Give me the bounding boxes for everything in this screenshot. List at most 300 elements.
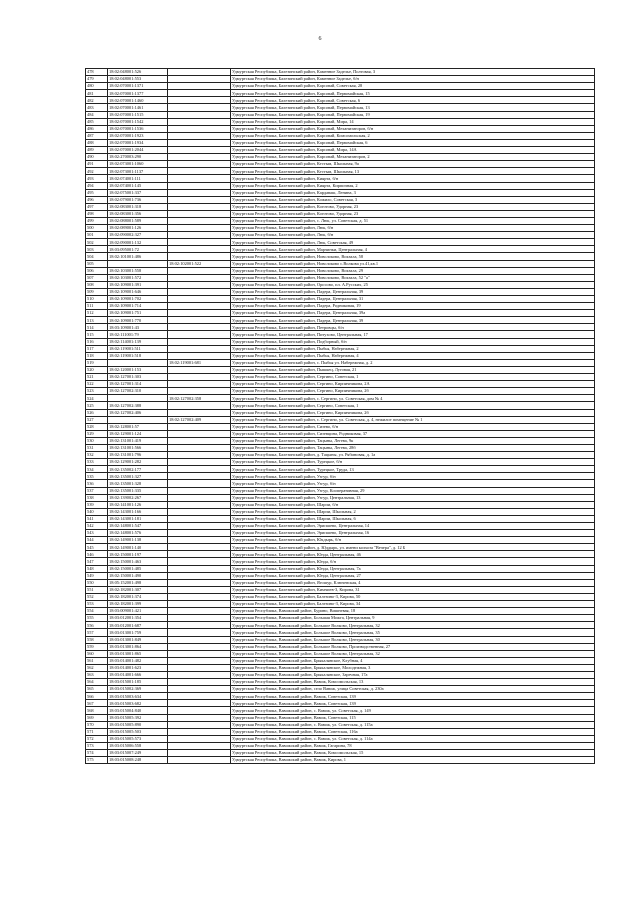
address-cell: Удмуртская Республика, Балезинский район, Падера, Родниковая, 19 xyxy=(231,303,595,310)
cadastral-number-cell: 18:02:073001:1060 xyxy=(108,161,168,168)
table-row xyxy=(86,608,595,615)
building-cadastral-number-cell xyxy=(168,374,231,381)
row-number-cell: 571 xyxy=(86,728,108,735)
address-cell: Удмуртская Республика, Балезинский район, Падера, Центральная, 39 xyxy=(231,317,595,324)
table-row xyxy=(86,111,595,118)
address-cell: Удмуртская Республика, Балезинский район, Каменное Заделье, б/н xyxy=(231,76,595,83)
row-number-cell: 485 xyxy=(86,118,108,125)
cadastral-number-cell: 18:02:119001:511 xyxy=(108,345,168,352)
table-row xyxy=(86,90,595,97)
row-number-cell: 535 xyxy=(86,473,108,480)
address-cell: Удмуртская Республика, Балезинский район, Узгур, Кооперативная, 29 xyxy=(231,487,595,494)
address-cell: Удмуртская Республика, Балезинский район, Люк, б/н xyxy=(231,225,595,232)
row-number-cell: 540 xyxy=(86,508,108,515)
cadastral-number-cell: 18:02:149001:140 xyxy=(108,544,168,551)
table-row xyxy=(86,132,595,139)
table-row xyxy=(86,161,595,168)
cadastral-number-cell: 18:02:070001:2044 xyxy=(108,147,168,154)
row-number-cell: 572 xyxy=(86,735,108,742)
table-row xyxy=(86,664,595,671)
row-number-cell: 528 xyxy=(86,423,108,430)
cadastral-number-cell: 18:02:150001:490 xyxy=(108,572,168,579)
building-cadastral-number-cell xyxy=(168,686,231,693)
table-row xyxy=(86,139,595,146)
cadastral-number-cell: 18:02:070001:1371 xyxy=(108,83,168,90)
table-row xyxy=(86,728,595,735)
building-cadastral-number-cell xyxy=(168,530,231,537)
cadastral-number-cell: 18:02:109001:646 xyxy=(108,288,168,295)
building-cadastral-number-cell xyxy=(168,523,231,530)
building-cadastral-number-cell: 18:02:102001:522 xyxy=(168,260,231,267)
cadastral-number-cell: 18:02:111001:79 xyxy=(108,331,168,338)
cadastral-number-cell: 18:03:013001:865 xyxy=(108,650,168,657)
table-row xyxy=(86,97,595,104)
table-row xyxy=(86,274,595,281)
address-cell: Удмуртская Республика, Вавожский район, Большое Волково, Центральная, 35 xyxy=(231,629,595,636)
cadastral-number-cell: 18:03:015004:840 xyxy=(108,707,168,714)
row-number-cell: 490 xyxy=(86,154,108,161)
address-cell: Удмуртская Республика, Балезинский район, Тацыны, Легева, 28б xyxy=(231,444,595,451)
row-number-cell: 562 xyxy=(86,664,108,671)
address-cell: Удмуртская Республика, Балезинский район, Люк, Советская, 49 xyxy=(231,239,595,246)
cadastral-number-cell: 18:02:131001:566 xyxy=(108,444,168,451)
table-row xyxy=(86,168,595,175)
table-row xyxy=(86,757,595,764)
building-cadastral-number-cell xyxy=(168,650,231,657)
address-cell: Удмуртская Республика, Балезинский район, Карсовай, Советская, 6 xyxy=(231,97,595,104)
building-cadastral-number-cell xyxy=(168,480,231,487)
cadastral-number-cell xyxy=(108,416,168,423)
address-cell: Удмуртская Республика, Балезинский район, Шарпи, б/н xyxy=(231,501,595,508)
row-number-cell: 538 xyxy=(86,494,108,501)
row-number-cell: 574 xyxy=(86,750,108,757)
building-cadastral-number-cell xyxy=(168,593,231,600)
table-row xyxy=(86,523,595,530)
address-cell: Удмуртская Республика, Балезинский район, Киярта, Кирпичная, 2 xyxy=(231,182,595,189)
table-row xyxy=(86,104,595,111)
table-row xyxy=(86,572,595,579)
address-cell: Удмуртская Республика, Вавожский район, Большое Волково, Центральная, 32 xyxy=(231,622,595,629)
cadastral-number-cell: 18:02:103001:572 xyxy=(108,274,168,281)
row-number-cell: 532 xyxy=(86,452,108,459)
building-cadastral-number-cell xyxy=(168,728,231,735)
table-row xyxy=(86,593,595,600)
building-cadastral-number-cell xyxy=(168,572,231,579)
row-number-cell: 494 xyxy=(86,182,108,189)
row-number-cell: 529 xyxy=(86,430,108,437)
row-number-cell: 500 xyxy=(86,225,108,232)
row-number-cell: 553 xyxy=(86,601,108,608)
table-row xyxy=(86,700,595,707)
row-number-cell: 560 xyxy=(86,650,108,657)
table-row xyxy=(86,735,595,742)
table-row xyxy=(86,714,595,721)
cadastral-number-cell: 18:02:109001:702 xyxy=(108,296,168,303)
table-row xyxy=(86,671,595,678)
row-number-cell: 567 xyxy=(86,700,108,707)
row-number-cell: 557 xyxy=(86,629,108,636)
table-row xyxy=(86,253,595,260)
building-cadastral-number-cell xyxy=(168,345,231,352)
table-row xyxy=(86,544,595,551)
table-row xyxy=(86,288,595,295)
row-number-cell: 545 xyxy=(86,544,108,551)
address-cell: Удмуртская Республика, Балезинский район, Кожило, Советская, 3 xyxy=(231,196,595,203)
address-cell: Удмуртская Республика, Вавожский район, Брыкалянское, Заречная, 17а xyxy=(231,671,595,678)
cadastral-number-cell: 18:02:127001:303 xyxy=(108,374,168,381)
table-row xyxy=(86,395,595,402)
building-cadastral-number-cell xyxy=(168,430,231,437)
building-cadastral-number-cell xyxy=(168,125,231,132)
building-cadastral-number-cell xyxy=(168,750,231,757)
table-row xyxy=(86,260,595,267)
address-cell: Удмуртская Республика, Балезинский район, Эрипшево, Центральная, 16 xyxy=(231,530,595,537)
cadastral-number-cell: 18:03:012001:687 xyxy=(108,622,168,629)
table-row xyxy=(86,182,595,189)
address-cell: Удмуртская Республика, Балезинский район, Карсовай, Мира, 14 xyxy=(231,118,595,125)
building-cadastral-number-cell xyxy=(168,664,231,671)
cadastral-number-cell: 18:02:148001:576 xyxy=(108,530,168,537)
building-cadastral-number-cell xyxy=(168,679,231,686)
address-cell: Удмуртская Республика, Балезинский район, Сизевцина, Родниковая, 37 xyxy=(231,430,595,437)
building-cadastral-number-cell xyxy=(168,388,231,395)
address-cell: Удмуртская Республика, Вавожский район, Брыкалянское, Клубная, 4 xyxy=(231,657,595,664)
address-cell: Удмуртская Республика, Вавожский район, с. Вавож, ул. Советская, д. 115а xyxy=(231,721,595,728)
cadastral-number-cell: 18:03:014001:482 xyxy=(108,657,168,664)
building-cadastral-number-cell xyxy=(168,402,231,409)
row-number-cell: 566 xyxy=(86,693,108,700)
building-cadastral-number-cell xyxy=(168,565,231,572)
cadastral-number-cell: 18:03:013001:864 xyxy=(108,643,168,650)
building-cadastral-number-cell xyxy=(168,139,231,146)
address-cell: Удмуртская Республика, Балезинский район, Пыбья, Набережная, 4 xyxy=(231,352,595,359)
address-cell: Удмуртская Республика, Вавожский район, село Вавож, улица Советская, д. 230а xyxy=(231,686,595,693)
table-row xyxy=(86,359,595,366)
cadastral-number-cell: 18:02:143001:166 xyxy=(108,508,168,515)
row-number-cell: 517 xyxy=(86,345,108,352)
table-row xyxy=(86,196,595,203)
row-number-cell: 564 xyxy=(86,679,108,686)
cadastral-number-cell: 18:03:015001:185 xyxy=(108,679,168,686)
building-cadastral-number-cell xyxy=(168,409,231,416)
building-cadastral-number-cell xyxy=(168,69,231,76)
table-row xyxy=(86,296,595,303)
address-cell: Удмуртская Республика, Балезинский район, Карсовай, Комсомольская, 2 xyxy=(231,132,595,139)
address-cell: Удмуртская Республика, Балезинский район, Узгур, Центральная, 13 xyxy=(231,494,595,501)
table-row xyxy=(86,267,595,274)
building-cadastral-number-cell xyxy=(168,459,231,466)
cadastral-number-cell: 18:02:120001:153 xyxy=(108,366,168,373)
cadastral-number-cell: 18:03:015005:392 xyxy=(108,714,168,721)
building-cadastral-number-cell xyxy=(168,303,231,310)
row-number-cell: 505 xyxy=(86,260,108,267)
address-cell: Удмуртская Республика, Вавожский район, Большая Можга, Центральная, 9 xyxy=(231,615,595,622)
building-cadastral-number-cell xyxy=(168,352,231,359)
table-row xyxy=(86,742,595,749)
cadastral-number-cell: 18:02:109001:751 xyxy=(108,310,168,317)
row-number-cell: 563 xyxy=(86,671,108,678)
cadastral-number-cell: 18:03:009001:421 xyxy=(108,608,168,615)
row-number-cell: 506 xyxy=(86,267,108,274)
address-cell: Удмуртская Республика, Балезинский район, Юнда, б/н xyxy=(231,558,595,565)
table-row xyxy=(86,175,595,182)
row-number-cell: 518 xyxy=(86,352,108,359)
table-body xyxy=(86,69,595,764)
table-row xyxy=(86,118,595,125)
building-cadastral-number-cell xyxy=(168,253,231,260)
row-number-cell: 568 xyxy=(86,707,108,714)
row-number-cell: 516 xyxy=(86,338,108,345)
row-number-cell: 550 xyxy=(86,579,108,586)
cadastral-number-cell: 18:02:070001:1515 xyxy=(108,111,168,118)
cadastral-number-cell: 18:02:103001:558 xyxy=(108,267,168,274)
table-row xyxy=(86,147,595,154)
table-row xyxy=(86,501,595,508)
table-row xyxy=(86,76,595,83)
address-cell: Удмуртская Республика, Балезинский район, Турецкое, Труда, 13 xyxy=(231,466,595,473)
address-cell: Удмуртская Республика, Балезинский район, Киярта, б/н xyxy=(231,175,595,182)
building-cadastral-number-cell xyxy=(168,579,231,586)
cadastral-number-cell: 18:02:088001:589 xyxy=(108,217,168,224)
row-number-cell: 491 xyxy=(86,161,108,168)
table-row xyxy=(86,388,595,395)
address-cell: Удмуртская Республика, Вавожский район, Вавож, Советская, 139 xyxy=(231,700,595,707)
building-cadastral-number-cell xyxy=(168,622,231,629)
cadastral-number-cell: 18:02:150001:485 xyxy=(108,565,168,572)
row-number-cell: 552 xyxy=(86,593,108,600)
table-row xyxy=(86,629,595,636)
building-cadastral-number-cell xyxy=(168,111,231,118)
cadastral-number-cell: 18:03:015003:634 xyxy=(108,693,168,700)
cadastral-number-cell: 18:02:127001:314 xyxy=(108,381,168,388)
table-row xyxy=(86,494,595,501)
cadastral-number-cell: 18:02:128001:57 xyxy=(108,423,168,430)
table-row xyxy=(86,473,595,480)
row-number-cell: 509 xyxy=(86,288,108,295)
cadastral-number-cell: 18:03:095001:72 xyxy=(108,246,168,253)
row-number-cell: 523 xyxy=(86,388,108,395)
cadastral-number-cell: 18:02:129001:124 xyxy=(108,430,168,437)
row-number-cell: 510 xyxy=(86,296,108,303)
table-row xyxy=(86,508,595,515)
building-cadastral-number-cell xyxy=(168,189,231,196)
row-number-cell: 539 xyxy=(86,501,108,508)
row-number-cell: 559 xyxy=(86,643,108,650)
building-cadastral-number-cell xyxy=(168,274,231,281)
address-cell: Удмуртская Республика, Балезинский район, Падера, Центральная, 39а xyxy=(231,310,595,317)
cadastral-number-cell xyxy=(108,260,168,267)
address-cell: Удмуртская Республика, Вавожский район, Большое Волково, Центральная, 30 xyxy=(231,636,595,643)
row-number-cell: 534 xyxy=(86,466,108,473)
address-cell: Удмуртская Республика, Балезинский район, Карсовай, Механизаторов, б/н xyxy=(231,125,595,132)
row-number-cell: 499 xyxy=(86,217,108,224)
building-cadastral-number-cell xyxy=(168,161,231,168)
cadastral-number-cell: 18:02:141001:126 xyxy=(108,501,168,508)
table-row xyxy=(86,239,595,246)
row-number-cell: 526 xyxy=(86,409,108,416)
address-cell: Удмуртская Республика, Балезинский район, Турецкое, б/н xyxy=(231,459,595,466)
cadastral-number-cell: 18:02:101001:486 xyxy=(108,253,168,260)
building-cadastral-number-cell xyxy=(168,537,231,544)
building-cadastral-number-cell xyxy=(168,643,231,650)
cadastral-number-cell: 18:02:083001:318 xyxy=(108,203,168,210)
table-row xyxy=(86,310,595,317)
row-number-cell: 531 xyxy=(86,444,108,451)
cadastral-number-cell: 18:03:014001:666 xyxy=(108,671,168,678)
cadastral-number-cell: 18:02:139002:267 xyxy=(108,494,168,501)
address-cell: Удмуртская Республика, Балезинский район, Коготово, Удорная, 23 xyxy=(231,210,595,217)
row-number-cell: 558 xyxy=(86,636,108,643)
building-cadastral-number-cell xyxy=(168,225,231,232)
row-number-cell: 527 xyxy=(86,416,108,423)
cadastral-number-cell: 18:02:070001:1461 xyxy=(108,104,168,111)
table-row xyxy=(86,281,595,288)
building-cadastral-number-cell xyxy=(168,154,231,161)
cadastral-number-cell: 18:02:070001:1460 xyxy=(108,97,168,104)
building-cadastral-number-cell xyxy=(168,452,231,459)
table-row xyxy=(86,679,595,686)
row-number-cell: 508 xyxy=(86,281,108,288)
cadastral-number-cell: 18:03:015003:682 xyxy=(108,700,168,707)
row-number-cell: 492 xyxy=(86,168,108,175)
address-cell: Удмуртская Республика, Балезинский район, Ягошур, Ключевская, 4 xyxy=(231,579,595,586)
row-number-cell: 503 xyxy=(86,246,108,253)
cadastral-number-cell: 18:02:090002:327 xyxy=(108,232,168,239)
cadastral-number-cell: 18:03:015005:573 xyxy=(108,735,168,742)
building-cadastral-number-cell xyxy=(168,437,231,444)
table-row xyxy=(86,303,595,310)
table-row xyxy=(86,586,595,593)
cadastral-number-cell: 18:02:131001:796 xyxy=(108,452,168,459)
building-cadastral-number-cell xyxy=(168,629,231,636)
row-number-cell: 546 xyxy=(86,551,108,558)
cadastral-number-cell: 18:03:012001:354 xyxy=(108,615,168,622)
address-cell: Удмуртская Республика, Балезинский район, Новолоково с.Волкова ул.41,кв.1 xyxy=(231,260,595,267)
cadastral-number-cell: 18:02:109001:714 xyxy=(108,303,168,310)
cadastral-number-cell: 18:02:048001:553 xyxy=(108,76,168,83)
row-number-cell: 569 xyxy=(86,714,108,721)
address-cell: Удмуртская Республика, Вавожский район, Вавож, Советская, 115 xyxy=(231,714,595,721)
building-cadastral-number-cell xyxy=(168,608,231,615)
address-cell: Удмуртская Республика, Балезинский район, Коготово, Удорная, 23 xyxy=(231,203,595,210)
building-cadastral-number-cell xyxy=(168,501,231,508)
table-row xyxy=(86,232,595,239)
row-number-cell: 537 xyxy=(86,487,108,494)
building-cadastral-number-cell xyxy=(168,657,231,664)
cadastral-number-cell: 18:02:075001:337 xyxy=(108,189,168,196)
building-cadastral-number-cell xyxy=(168,671,231,678)
address-cell: Удмуртская Республика, Балезинский район, с. Пыбья ул. Набережная, д. 2 xyxy=(231,359,595,366)
address-cell: Удмуртская Республика, Балезинский район, Сергино, Кирпичникова, 2б xyxy=(231,409,595,416)
cadastral-number-cell: 18:02:114001:139 xyxy=(108,338,168,345)
address-cell: Удмуртская Республика, Балезинский район, Карсовай, Первомайская, 15 xyxy=(231,90,595,97)
row-number-cell: 483 xyxy=(86,104,108,111)
address-cell: Удмуртская Республика, Балезинский район, Подборный, б/н xyxy=(231,338,595,345)
row-number-cell: 489 xyxy=(86,147,108,154)
address-cell: Удмуртская Республика, Вавожский район, Бурино, Вишневая, 18 xyxy=(231,608,595,615)
address-cell: Удмуртская Республика, Балезинский район, д. Юддырь, ул. имени колхоза "Вечера", д. 12 Б xyxy=(231,544,595,551)
row-number-cell: 495 xyxy=(86,189,108,196)
address-cell: Удмуртская Республика, Балезинский район, Шарпи, Школьная, 6 xyxy=(231,515,595,522)
address-cell: Удмуртская Республика, Балезинский район, Карсовай, Первомайская, 13 xyxy=(231,104,595,111)
row-number-cell: 493 xyxy=(86,175,108,182)
row-number-cell: 524 xyxy=(86,395,108,402)
building-cadastral-number-cell xyxy=(168,76,231,83)
table-row xyxy=(86,324,595,331)
row-number-cell: 504 xyxy=(86,253,108,260)
address-cell: Удмуртская Республика, Вавожский район, Вавож, Советская, 139 xyxy=(231,693,595,700)
row-number-cell: 480 xyxy=(86,83,108,90)
table-row xyxy=(86,374,595,381)
cadastral-number-cell: 18:02:135001:327 xyxy=(108,473,168,480)
table-row xyxy=(86,366,595,373)
cadastral-number-cell: 18:03:014001:623 xyxy=(108,664,168,671)
address-cell: Удмуртская Республика, Балезинский район, Сергино, Советская, 1 xyxy=(231,402,595,409)
address-cell: Удмуртская Республика, Балезинский район, Кестым, Школьная, 13 xyxy=(231,168,595,175)
row-number-cell: 479 xyxy=(86,76,108,83)
table-row xyxy=(86,643,595,650)
address-cell: Удмуртская Республика, Балезинский район, Петровцы, б/н xyxy=(231,324,595,331)
row-number-cell: 542 xyxy=(86,523,108,530)
table-row xyxy=(86,601,595,608)
cadastral-number-cell: 18:02:150001:463 xyxy=(108,558,168,565)
address-cell: Удмуртская Республика, Балезинский район, Кардаваш, Ленина, 3 xyxy=(231,189,595,196)
building-cadastral-number-cell xyxy=(168,444,231,451)
row-number-cell: 514 xyxy=(86,324,108,331)
row-number-cell: 548 xyxy=(86,565,108,572)
building-cadastral-number-cell xyxy=(168,310,231,317)
address-cell: Удмуртская Республика, Вавожский район, Вавож, Комсомольская, 15 xyxy=(231,750,595,757)
building-cadastral-number-cell xyxy=(168,714,231,721)
building-cadastral-number-cell xyxy=(168,757,231,764)
address-cell: Удмуртская Республика, Балезинский район, Юнда, Центральная, 27 xyxy=(231,572,595,579)
building-cadastral-number-cell xyxy=(168,615,231,622)
table-row xyxy=(86,452,595,459)
address-cell: Удмуртская Республика, Вавожский район, Вавож, Кирова, 1 xyxy=(231,757,595,764)
table-row xyxy=(86,210,595,217)
building-cadastral-number-cell xyxy=(168,118,231,125)
building-cadastral-number-cell xyxy=(168,515,231,522)
address-cell: Удмуртская Республика, Балезинский район, Пыбья, Набережная, 2 xyxy=(231,345,595,352)
row-number-cell: 573 xyxy=(86,742,108,749)
address-cell: Удмуртская Республика, Балезинский район, Сергино, Советская, 1 xyxy=(231,374,595,381)
address-cell: Удмуртская Республика, Балезинский район, Карсовай, Первомайская, 19 xyxy=(231,111,595,118)
cadastral-number-cell: 18:02:089001:126 xyxy=(108,225,168,232)
address-cell: Удмуртская Республика, Балезинский район, Падера, Центральная, 39 xyxy=(231,288,595,295)
row-number-cell: 496 xyxy=(86,196,108,203)
cadastral-number-cell: 18:02:070001:1377 xyxy=(108,90,168,97)
table-row xyxy=(86,430,595,437)
building-cadastral-number-cell xyxy=(168,487,231,494)
row-number-cell: 530 xyxy=(86,437,108,444)
address-cell: Удмуртская Республика, Балезинский район, с. Сергино, ул. Советская, д. 4, нежилое помещение № 1 xyxy=(231,416,595,423)
building-cadastral-number-cell xyxy=(168,267,231,274)
cadastral-number-cell xyxy=(108,395,168,402)
table-row xyxy=(86,317,595,324)
address-cell: Удмуртская Республика, Балезинский район, Узгур, б/н xyxy=(231,480,595,487)
table-row xyxy=(86,409,595,416)
address-cell: Удмуртская Республика, Балезинский район, Юкдырь, б/н xyxy=(231,537,595,544)
building-cadastral-number-cell xyxy=(168,735,231,742)
building-cadastral-number-cell xyxy=(168,246,231,253)
building-cadastral-number-cell xyxy=(168,196,231,203)
row-number-cell: 544 xyxy=(86,537,108,544)
table-row xyxy=(86,69,595,76)
cadastral-number-cell: 18:02:127002:406 xyxy=(108,409,168,416)
table-row xyxy=(86,693,595,700)
building-cadastral-number-cell xyxy=(168,544,231,551)
row-number-cell: 498 xyxy=(86,210,108,217)
